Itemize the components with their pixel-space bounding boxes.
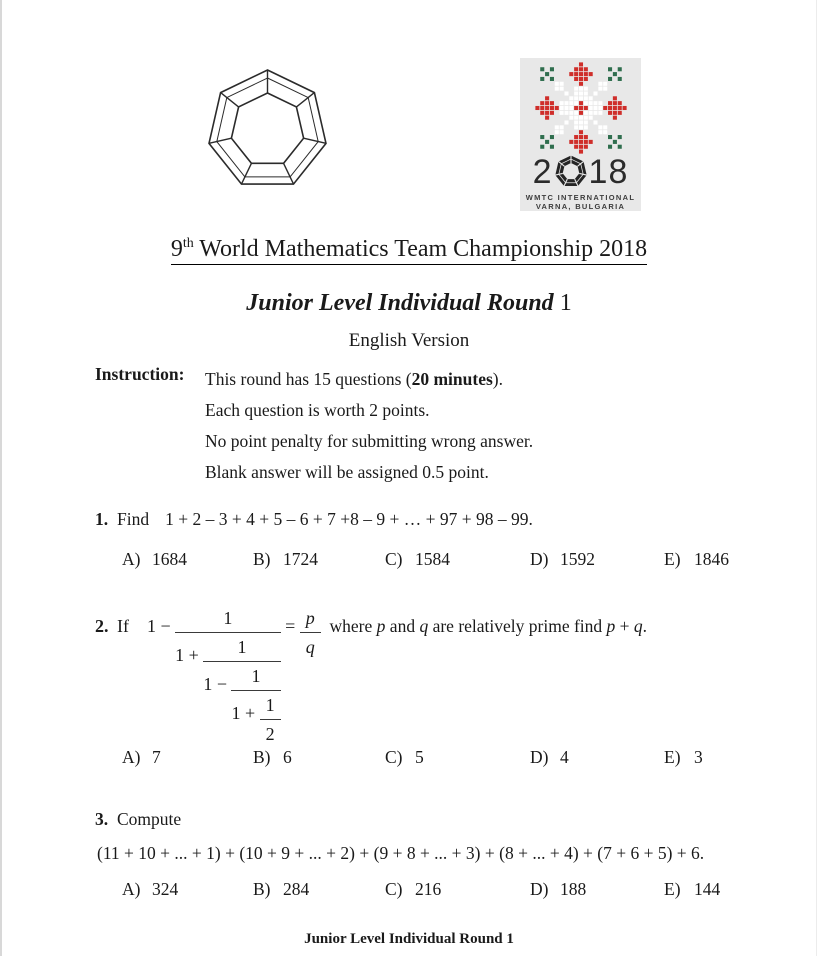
- instruction-line-1: [205, 364, 533, 395]
- choice-b: B) 1724: [253, 549, 318, 569]
- choice-d: D) 1592: [530, 549, 595, 569]
- badge-year-pre: 2: [532, 152, 553, 191]
- heptagon-ring-logo: [205, 64, 330, 194]
- choice-d: D) 188: [530, 879, 587, 899]
- question-3-expression: (11 + 10 + ... + 1) + (10 + 9 + ... + 2) + (9 + 8 + ... + 3) + (8 + ... + 4) + (7 + 6 + 5) + 6.: [97, 843, 705, 863]
- question-3-lead: Compute: [117, 809, 182, 829]
- instruction-line1-post: ).: [492, 369, 503, 389]
- instruction-line-4: Blank answer will be assigned 0.5 point.: [205, 462, 489, 482]
- badge-year-post: 18: [588, 152, 629, 191]
- question-3: [95, 809, 181, 830]
- choice-b: B) 6: [253, 747, 292, 767]
- choice-c: C) 216: [385, 879, 442, 899]
- instruction-line1-bold: 20 minutes: [411, 369, 493, 389]
- continued-fraction: 1 1 + 1 1 − 1 1 + $\frac{1}{2}$: [175, 605, 280, 747]
- round-subtitle: [2, 290, 816, 317]
- choice-a: A) 1684: [122, 549, 187, 569]
- choice-c: C) 1584: [385, 549, 450, 569]
- page-footer: Junior Level Individual Round 1: [304, 931, 514, 947]
- choice-d: D) 4: [530, 747, 569, 767]
- choice-e: E) 144: [664, 879, 721, 899]
- round-subtitle-number: 1: [553, 290, 572, 316]
- heptagon-zero-icon: [554, 153, 588, 190]
- question-2: [95, 605, 647, 747]
- choice-a: A) 7: [122, 747, 161, 767]
- heptagon-icon: [205, 64, 330, 194]
- badge-org-line2: VARNA, BULGARIA: [535, 202, 626, 211]
- choice-e: E) 3: [664, 747, 703, 767]
- question-2-number: 2.: [95, 616, 109, 636]
- instruction-line1-pre: This round has 15 questions (: [205, 369, 412, 389]
- choice-c: C) 5: [385, 747, 424, 767]
- p-over-q-fraction: $\frac{p}{q}$: [300, 605, 321, 660]
- formula-lead-term: 1 −: [147, 616, 176, 636]
- title-rest: World Mathematics Team Championship 2018: [193, 236, 648, 262]
- instruction-line-2: Each question is worth 2 points.: [205, 400, 430, 420]
- question-1-lead: Find: [117, 509, 150, 529]
- question-3-number: 3.: [95, 809, 109, 829]
- title-base: 9: [170, 236, 183, 262]
- question-2-suffix: where p and q are relatively prime find p + q.: [320, 616, 648, 636]
- question-2-lead: If: [117, 616, 129, 636]
- equals-sign: =: [280, 616, 300, 636]
- embroidery-rosette-icon: [535, 62, 627, 154]
- badge-org-text: [526, 193, 636, 211]
- question-1-number: 1.: [95, 509, 109, 529]
- question-2-choices: [2, 747, 817, 771]
- question-1-expression: 1 + 2 – 3 + 4 + 5 – 6 + 7 +8 – 9 + … + 97 + 98 – 99.: [165, 509, 533, 529]
- instruction-label: Instruction:: [95, 364, 185, 384]
- choice-b: B) 284: [253, 879, 310, 899]
- badge-org-line1: WMTC INTERNATIONAL: [525, 193, 636, 202]
- version-label: English Version: [348, 330, 470, 351]
- choice-a: A) 324: [122, 879, 179, 899]
- round-subtitle-name: Junior Level Individual Round: [246, 290, 554, 316]
- instruction-lines: [205, 364, 533, 488]
- choice-e: E) 1846: [664, 549, 729, 569]
- title-ordinal-sup: th: [182, 236, 194, 251]
- instruction-line-3: No point penalty for submitting wrong answer.: [205, 431, 534, 451]
- wmtc-2018-badge: [520, 58, 641, 211]
- page-title: [2, 236, 816, 263]
- question-1: [95, 509, 533, 530]
- badge-year: [533, 153, 629, 190]
- question-3-choices: [2, 879, 817, 903]
- page-title-text: [171, 236, 647, 265]
- question-1-choices: [2, 549, 817, 573]
